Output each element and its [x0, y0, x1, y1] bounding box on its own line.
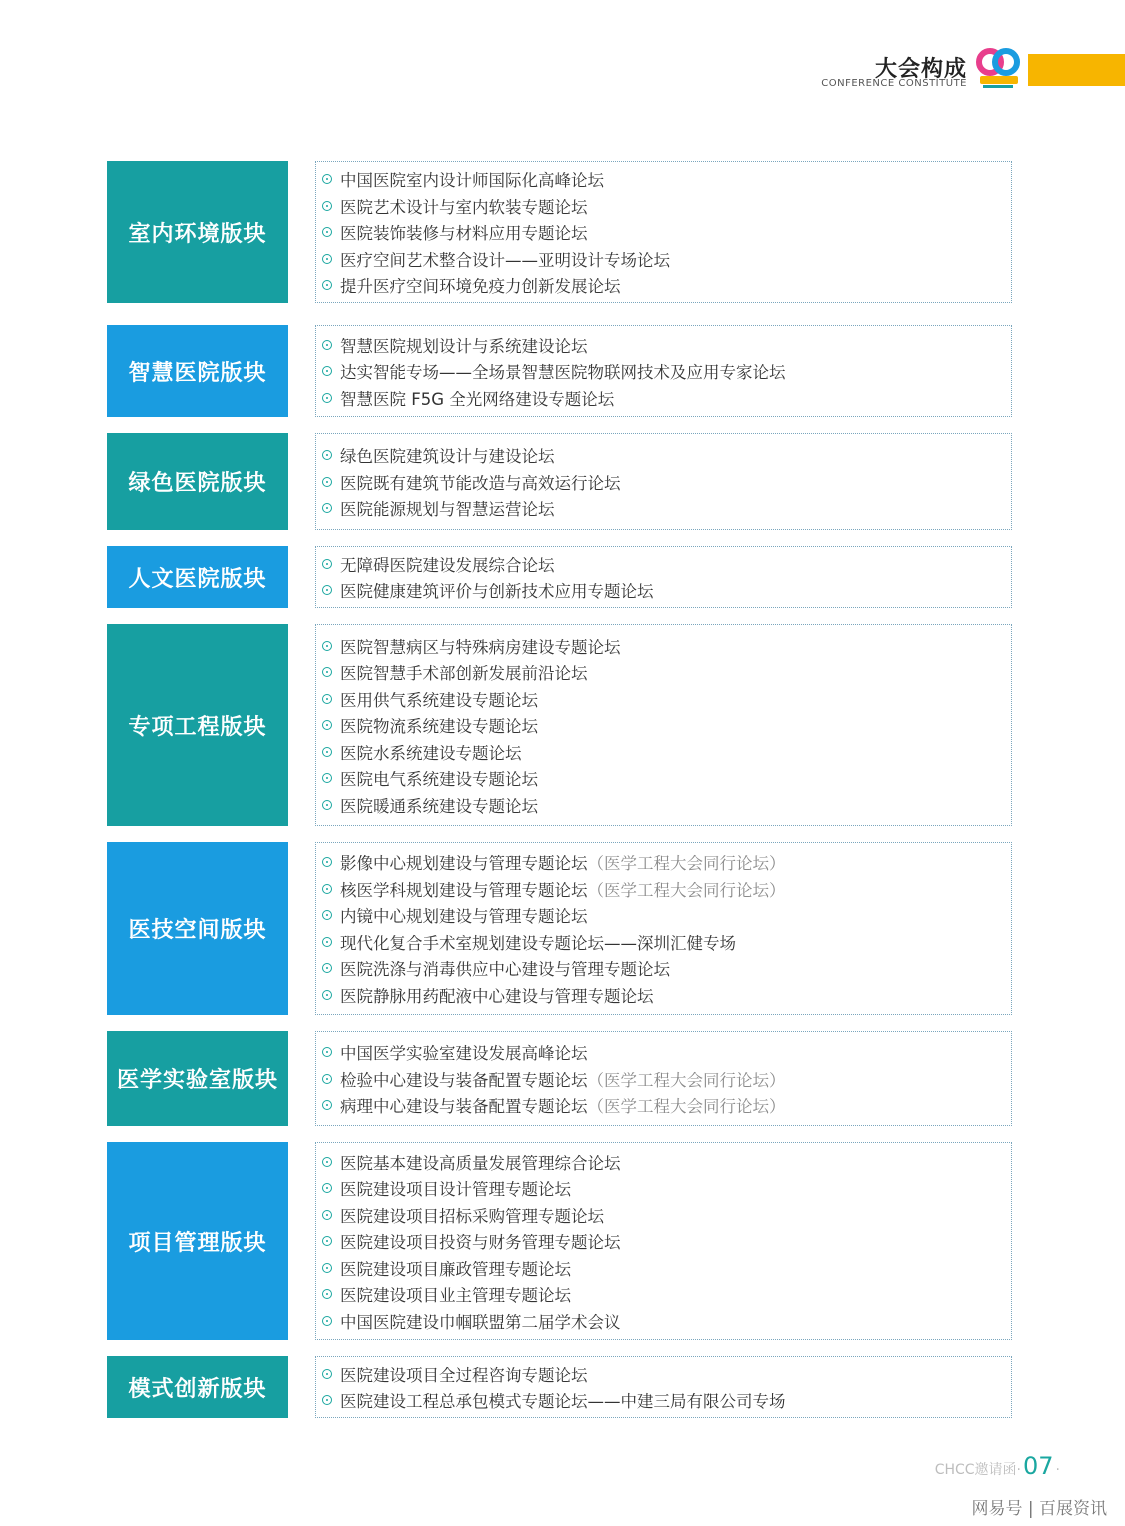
- list-item: [322, 272, 1011, 299]
- list-item-note: （医学工程大会同行论坛）: [587, 1070, 786, 1090]
- header-accent-bar: [1028, 54, 1125, 86]
- bullet-icon: [322, 503, 332, 513]
- section-item-list: [315, 433, 1012, 530]
- bullet-icon: [322, 1100, 332, 1110]
- list-item-text: 医院智慧手术部创新发展前沿论坛: [340, 664, 588, 683]
- bullet-icon: [322, 254, 332, 264]
- bullet-icon: [322, 884, 332, 894]
- bullet-icon: [322, 1236, 332, 1246]
- list-item-text: 医院电气系统建设专题论坛: [340, 770, 538, 789]
- list-item-text: 医疗空间艺术整合设计——亚明设计专场论坛: [340, 250, 670, 270]
- list-item: [322, 192, 1011, 219]
- list-item: [322, 738, 1011, 765]
- list-item-text: 影像中心规划建设与管理专题论坛: [340, 854, 588, 874]
- bullet-icon: [322, 477, 332, 487]
- list-item: [322, 982, 1011, 1009]
- bullet-icon: [322, 990, 332, 1000]
- bullet-icon: [322, 1263, 332, 1273]
- section-item-list: [315, 624, 1012, 826]
- section-label: 项目管理版块: [107, 1142, 288, 1340]
- bullet-icon: [322, 1157, 332, 1167]
- section-label: 模式创新版块: [107, 1356, 288, 1418]
- list-item: [322, 1065, 1011, 1092]
- list-item-note: （医学工程大会同行论坛）: [587, 880, 786, 900]
- bullet-icon: [322, 1210, 332, 1220]
- list-item-text: 医院建设项目设计管理专题论坛: [340, 1180, 571, 1199]
- bullet-icon: [322, 641, 332, 651]
- list-item: [322, 577, 1011, 604]
- list-item: [322, 791, 1011, 818]
- list-item-note: （医学工程大会同行论坛）: [587, 854, 786, 874]
- page-number-dot-left: ·: [1016, 1462, 1021, 1478]
- section-label: 专项工程版块: [107, 624, 288, 826]
- list-item: [322, 219, 1011, 246]
- bullet-icon: [322, 559, 332, 569]
- list-item-text: 医院物流系统建设专题论坛: [340, 717, 538, 736]
- bullet-icon: [322, 1047, 332, 1057]
- bullet-icon: [322, 1316, 332, 1326]
- bullet-icon: [322, 694, 332, 704]
- section-item-list: [315, 325, 1012, 417]
- section-item-list: [315, 1356, 1012, 1418]
- list-item: [322, 685, 1011, 712]
- bullet-icon: [322, 857, 332, 867]
- list-item-text: 医院能源规划与智慧运营论坛: [340, 500, 555, 519]
- bullet-icon: [322, 910, 332, 920]
- list-item: [322, 442, 1011, 469]
- bullet-icon: [322, 280, 332, 290]
- list-item-text: 病理中心建设与装备配置专题论坛: [340, 1097, 588, 1116]
- bullet-icon: [322, 1369, 332, 1379]
- list-item-text: 智慧医院规划设计与系统建设论坛: [340, 336, 588, 356]
- section-item-list: [315, 842, 1012, 1015]
- list-item: [322, 1039, 1011, 1066]
- list-item-text: 医院建设项目廉政管理专题论坛: [340, 1259, 571, 1279]
- list-item: [322, 902, 1011, 929]
- section-item-list: [315, 546, 1012, 608]
- bullet-icon: [322, 174, 332, 184]
- section-label: 人文医院版块: [107, 546, 288, 608]
- section-label: 智慧医院版块: [107, 325, 288, 417]
- list-item: [322, 468, 1011, 495]
- page-number-dot-right: ·: [1055, 1462, 1060, 1478]
- list-item: [322, 712, 1011, 739]
- page-title: 大会构成: [874, 57, 967, 82]
- bullet-icon: [322, 747, 332, 757]
- page-number: 07: [1023, 1452, 1054, 1480]
- list-item: [322, 384, 1011, 411]
- page-header: [805, 44, 1125, 92]
- list-item-text: 医院建设项目招标采购管理专题论坛: [340, 1206, 604, 1226]
- list-item-text: 医院装饰装修与材料应用专题论坛: [340, 224, 588, 243]
- list-item-text: 医院暖通系统建设专题论坛: [340, 796, 538, 816]
- bullet-icon: [322, 366, 332, 376]
- list-item: [322, 1175, 1011, 1202]
- list-item-text: 核医学科规划建设与管理专题论坛: [340, 880, 588, 900]
- list-item-text: 医院建设工程总承包模式专题论坛——中建三局有限公司专场: [340, 1392, 786, 1412]
- list-item: [322, 1387, 1011, 1414]
- list-item-text: 医院艺术设计与室内软装专题论坛: [340, 197, 588, 217]
- list-item: [322, 765, 1011, 792]
- section-label: 医技空间版块: [107, 842, 288, 1015]
- list-item-text: 内镜中心规划建设与管理专题论坛: [340, 907, 588, 927]
- bullet-icon: [322, 1183, 332, 1193]
- list-item: [322, 331, 1011, 358]
- page-footer: [935, 1452, 1060, 1480]
- list-item-text: 医院静脉用药配液中心建设与管理专题论坛: [340, 986, 654, 1006]
- bullet-icon: [322, 963, 332, 973]
- list-item: [322, 1148, 1011, 1175]
- page-subtitle: CONFERENCE CONSTITUTE: [821, 78, 967, 89]
- list-item: [322, 1228, 1011, 1255]
- list-item-text: 现代化复合手术室规划建设专题论坛——深圳汇健专场: [340, 933, 736, 953]
- list-item-text: 医院基本建设高质量发展管理综合论坛: [340, 1153, 621, 1173]
- list-item: [322, 495, 1011, 522]
- list-item: [322, 1201, 1011, 1228]
- list-item-text: 达实智能专场——全场景智慧医院物联网技术及应用专家论坛: [340, 363, 786, 382]
- list-item: [322, 1361, 1011, 1388]
- bullet-icon: [322, 450, 332, 460]
- list-item: [322, 849, 1011, 876]
- bullet-icon: [322, 937, 332, 947]
- conference-logo-icon: [976, 46, 1022, 92]
- bullet-icon: [322, 1395, 332, 1405]
- bullet-icon: [322, 227, 332, 237]
- list-item-text: 无障碍医院建设发展综合论坛: [340, 555, 555, 575]
- bullet-icon: [322, 393, 332, 403]
- bullet-icon: [322, 800, 332, 810]
- list-item-text: 检验中心建设与装备配置专题论坛: [340, 1070, 588, 1090]
- list-item: [322, 929, 1011, 956]
- list-item: [322, 955, 1011, 982]
- list-item-text: 绿色医院建筑设计与建设论坛: [340, 447, 555, 466]
- list-item-text: 医院建设项目投资与财务管理专题论坛: [340, 1233, 621, 1252]
- list-item: [322, 659, 1011, 686]
- list-item-text: 医院既有建筑节能改造与高效运行论坛: [340, 473, 621, 493]
- document-name: CHCC邀请函: [934, 1462, 1017, 1478]
- section-label: 绿色医院版块: [107, 433, 288, 530]
- section-label: 室内环境版块: [107, 161, 288, 303]
- bullet-icon: [322, 720, 332, 730]
- list-item-text: 医院建设项目全过程咨询专题论坛: [340, 1365, 588, 1385]
- bullet-icon: [322, 1289, 332, 1299]
- list-item: [322, 632, 1011, 659]
- bullet-icon: [322, 667, 332, 677]
- list-item-note: （医学工程大会同行论坛）: [587, 1097, 786, 1116]
- bullet-icon: [322, 773, 332, 783]
- list-item-text: 智慧医院 F5G 全光网络建设专题论坛: [340, 389, 615, 409]
- watermark: 网易号 | 百展资讯: [971, 1499, 1107, 1519]
- bullet-icon: [322, 585, 332, 595]
- list-item-text: 医院洗涤与消毒供应中心建设与管理专题论坛: [340, 960, 670, 980]
- list-item-text: 提升医疗空间环境免疫力创新发展论坛: [340, 277, 621, 296]
- list-item-text: 医院水系统建设专题论坛: [340, 743, 522, 763]
- list-item-text: 中国医学实验室建设发展高峰论坛: [340, 1044, 588, 1063]
- list-item: [322, 1092, 1011, 1119]
- list-item: [322, 1307, 1011, 1334]
- section-item-list: [315, 1142, 1012, 1340]
- bullet-icon: [322, 340, 332, 350]
- list-item: [322, 1254, 1011, 1281]
- list-item: [322, 245, 1011, 272]
- list-item: [322, 1281, 1011, 1308]
- list-item-text: 医院智慧病区与特殊病房建设专题论坛: [340, 637, 621, 657]
- bullet-icon: [322, 201, 332, 211]
- section-item-list: [315, 1031, 1012, 1126]
- list-item: [322, 876, 1011, 903]
- list-item-text: 医院建设项目业主管理专题论坛: [340, 1286, 571, 1305]
- list-item-text: 中国医院室内设计师国际化高峰论坛: [340, 171, 604, 190]
- list-item: [322, 551, 1011, 578]
- list-item-text: 医用供气系统建设专题论坛: [340, 690, 538, 710]
- section-label: 医学实验室版块: [107, 1031, 288, 1126]
- list-item: [322, 166, 1011, 193]
- list-item: [322, 358, 1011, 385]
- list-item-text: 中国医院建设巾帼联盟第二届学术会议: [340, 1312, 621, 1332]
- section-item-list: [315, 161, 1012, 303]
- bullet-icon: [322, 1074, 332, 1084]
- list-item-text: 医院健康建筑评价与创新技术应用专题论坛: [340, 582, 654, 602]
